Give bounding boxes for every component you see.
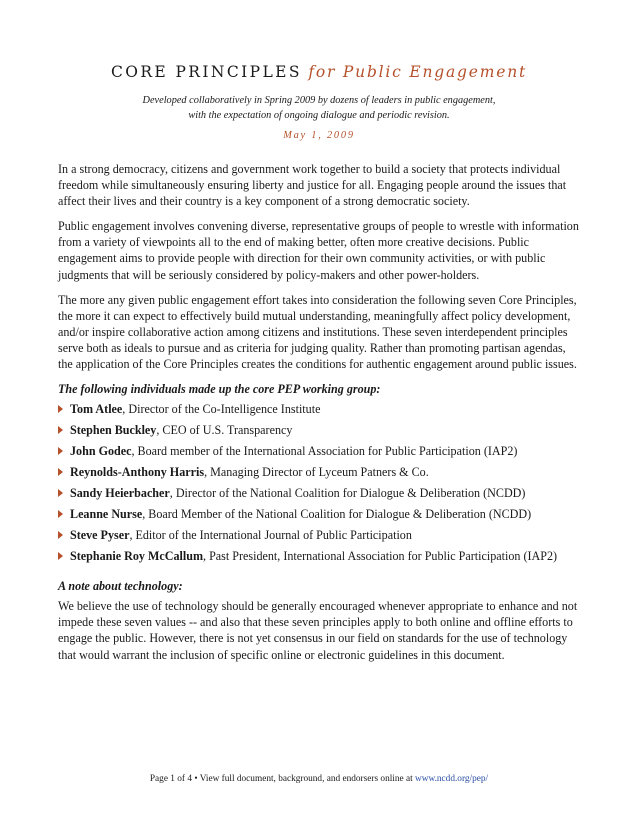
page-number: 1: [170, 774, 175, 784]
document-title: [0, 62, 638, 82]
intro-paragraph-1: In a strong democracy, citizens and government work together to build a society that protects individual freedom while simultaneously ensuring liberty and justice for all. Engaging people around the issues that affect their lives and their country is a key component of a strong democratic society.: [58, 162, 567, 209]
triangle-bullet-icon: [58, 552, 63, 560]
footer-separator: •: [194, 774, 198, 784]
member-name: Leanne Nurse: [70, 507, 143, 522]
triangle-bullet-icon: [58, 447, 63, 455]
technology-paragraph: We believe the use of technology should be generally encouraged whenever appropriate to enhance and not impede these seven values -- and also that these seven principles apply to both online and offline efforts to engage the public. However, there is not yet consensus in our field on standards for the use of technology that would warrant the inclusion of specific online or electronic guidelines in this document.: [58, 599, 578, 662]
triangle-bullet-icon: [58, 468, 63, 476]
list-item: [58, 401, 583, 417]
page-label: Page: [149, 774, 168, 784]
list-item: [58, 506, 583, 522]
list-item: [58, 464, 583, 480]
document-subtitle: [0, 93, 638, 123]
member-name: Tom Atlee: [70, 402, 123, 417]
title-accent: for Public Engagement: [308, 63, 528, 81]
document-date: May 1, 2009: [283, 130, 355, 141]
working-group-list: [58, 401, 583, 564]
list-item: [58, 527, 583, 543]
document-header: [0, 62, 638, 141]
member-role: , Board Member of the National Coalition for Dialogue & Deliberation (NCDD): [142, 507, 532, 522]
member-role: , Editor of the International Journal of Public Participation: [129, 528, 412, 543]
technology-heading: A note about technology:: [58, 579, 183, 594]
page-footer: [0, 774, 638, 784]
footer-link[interactable]: www.ncdd.org/pep/: [415, 774, 489, 784]
intro-paragraph-3: The more any given public engagement effort takes into consideration the following seven Core Principles, the more it can expect to effectively build mutual understanding, meaningfully affect policy development, and/or inspire collaborative action among citizens and institutions. These seven interdependent principles serve both as ideals to pursue and as criteria for judging quality. Rather than promoting partisan agendas, the application of the Core Principles creates the conditions for authentic engagement around public issues.: [58, 292, 577, 372]
triangle-bullet-icon: [58, 510, 63, 518]
page-total: 4: [187, 774, 192, 784]
page-of-label: of: [177, 774, 186, 784]
member-name: John Godec: [70, 444, 132, 459]
intro-paragraph-2: Public engagement involves convening diverse, representative groups of people to wrestle with information from a variety of viewpoints all to the end of making better, often more creative decisions. Public engagement aims to provide people with direction for their own community activities, or with public judgments that will be seriously considered by policy-makers and other power-holders.: [58, 219, 579, 282]
member-name: Stephanie Roy McCallum: [70, 549, 204, 564]
subtitle-line-1: Developed collaboratively in Spring 2009 by dozens of leaders in public engagement,: [142, 95, 496, 106]
list-item: [58, 443, 583, 459]
list-item: [58, 485, 583, 501]
triangle-bullet-icon: [58, 426, 63, 434]
member-role: , Board member of the International Association for Public Participation (IAP2): [131, 444, 518, 459]
member-role: , Director of the National Coalition for Dialogue & Deliberation (NCDD): [169, 486, 526, 501]
subtitle-line-2: with the expectation of ongoing dialogue and periodic revision.: [188, 110, 450, 121]
member-role: , Managing Director of Lyceum Patners & Co.: [204, 465, 429, 480]
member-role: , Director of the Co-Intelligence Institute: [122, 402, 321, 417]
member-name: Steve Pyser: [70, 528, 130, 543]
list-item: [58, 548, 583, 564]
member-role: , CEO of U.S. Transparency: [156, 423, 293, 438]
triangle-bullet-icon: [58, 405, 63, 413]
member-role: , Past President, International Association for Public Participation (IAP2): [203, 549, 558, 564]
footer-note: View full document, background, and endorsers online at: [199, 774, 413, 784]
title-main: CORE PRINCIPLES: [110, 63, 302, 81]
member-name: Reynolds-Anthony Harris: [70, 465, 205, 480]
document-body: [58, 161, 583, 672]
triangle-bullet-icon: [58, 531, 63, 539]
triangle-bullet-icon: [58, 489, 63, 497]
member-name: Sandy Heierbacher: [70, 486, 170, 501]
working-group-heading: The following individuals made up the core PEP working group:: [58, 382, 381, 397]
list-item: [58, 422, 583, 438]
member-name: Stephen Buckley: [70, 423, 157, 438]
